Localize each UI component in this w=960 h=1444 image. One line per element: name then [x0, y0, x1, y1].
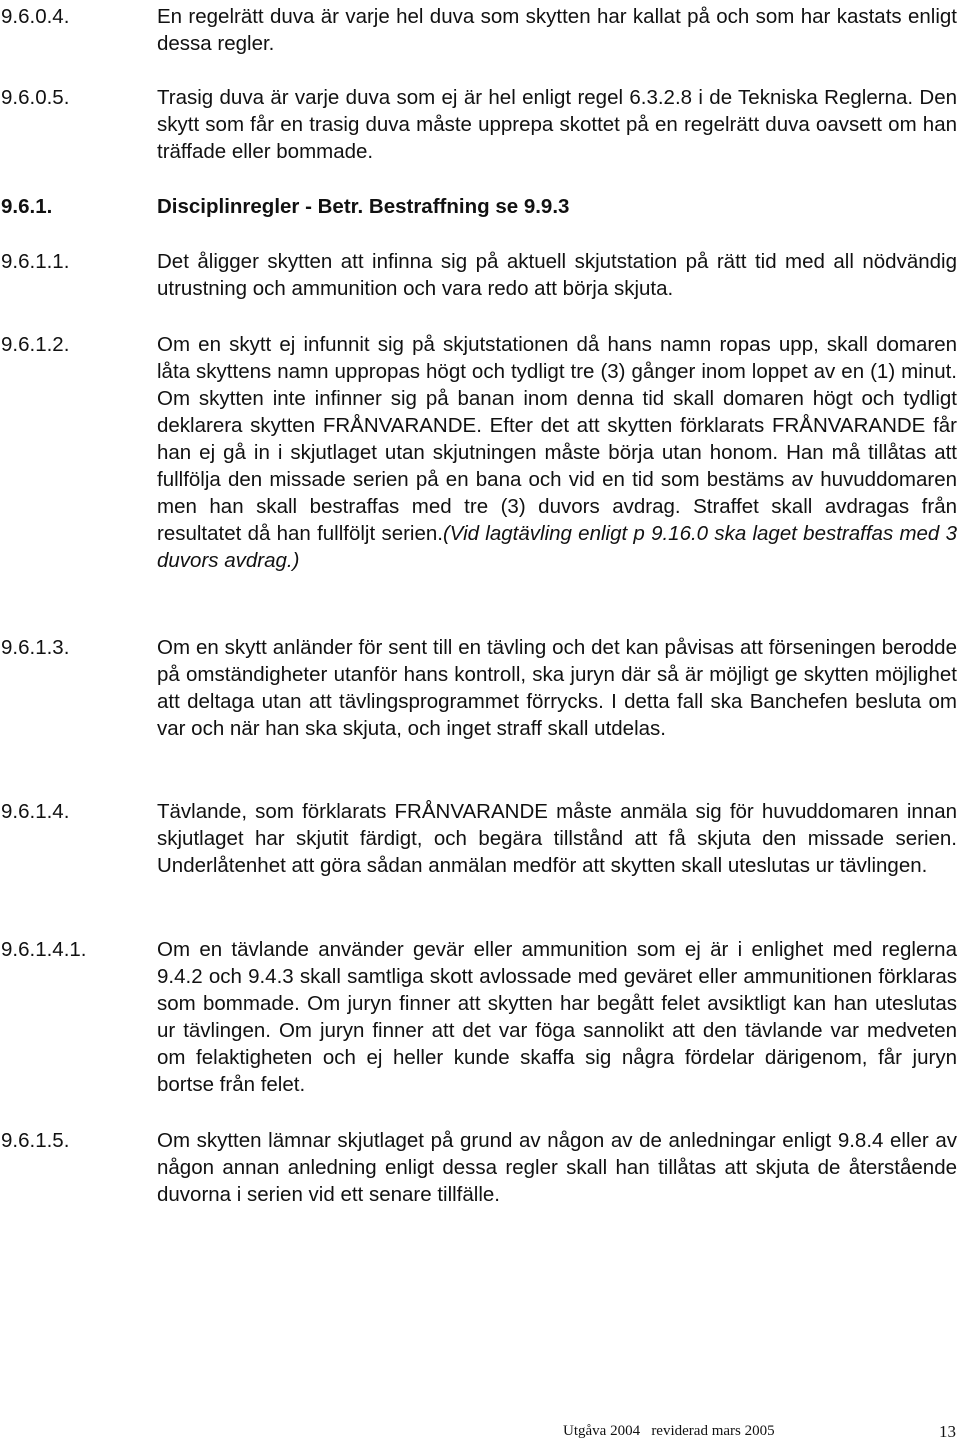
section-text	[157, 331, 957, 574]
section-text: Om skytten lämnar skjutlaget på grund av någon av de anledningar enligt 9.8.4 eller av någon annan anledning enligt dessa regler skall han tillåtas att skjuta de återstående duvorna i serien vid ett senare tillfälle.	[157, 1129, 957, 1206]
section-number: 9.6.0.5.	[1, 86, 70, 109]
section-text: Om en tävlande använder gevär eller ammunition som ej är i enlighet med reglerna 9.4.2 och 9.4.3 skall samtliga skott avlossade med geväret eller ammunitionen förklaras som bommade. Om juryn finner att skytten har begått felet avsiktligt kan han uteslutas ur tävlingen. Om juryn finner att det var föga sannolikt att den tävlande var medveten om felaktigheten och ej heller kunde skaffa sig några fördelar därigenom, får juryn bortse från felet.	[157, 938, 957, 1096]
section-number: 9.6.1.4.	[1, 800, 70, 823]
section-text: Om en skytt anländer för sent till en tävling och det kan påvisas att förseningen berodde på omständigheter utanför hans kontroll, ska juryn där så är möjligt ge skytten möjlighet att deltaga utan att tävlingsprogrammet förrycks. I detta fall ska Banchefen besluta om var och när han ska skjuta, och inget straff skall utdelas.	[157, 636, 957, 740]
page-number: 13	[939, 1422, 956, 1441]
section-number: 9.6.1.4.1.	[1, 938, 87, 961]
section-italic-note: (Vid lagtävling enligt p 9.16.0 ska laget bestraffas med 3 duvors avdrag.)	[157, 522, 957, 572]
section-number: 9.6.1.5.	[1, 1129, 70, 1152]
section-text: Tävlande, som förklarats FRÅNVARANDE måste anmäla sig för huvuddomaren innan skjutlaget har skjutit färdigt, och begära tillstånd att få skjuta den missade serien. Underlåtenhet att göra sådan anmälan medför att skytten skall uteslutas ur tävlingen.	[157, 800, 957, 877]
section-number: 9.6.1.	[1, 195, 53, 218]
section-number: 9.6.1.1.	[1, 250, 70, 273]
section-number: 9.6.0.4.	[1, 5, 70, 28]
section-body: Om en skytt ej infunnit sig på skjutstationen då hans namn ropas upp, skall domaren låta skyttens namn uppropas högt och tydligt tre (3) gånger inom loppet av en (1) minut. Om skytten inte infinner sig på banan inom denna tid skall domaren högt och tydligt deklarera skytten FRÅNVARANDE. Efter det att skytten förklarats FRÅNVARANDE får han ej gå in i skjutlaget utan skjutningen måste börja utan honom. Han må tillåtas att fullfölja den missade serien på en bana och vid en tid som bestäms av huvuddomaren men han skall bestraffas med tre (3) duvors avdrag. Straffet skall avdragas från resultatet då han fullföljt serien.	[157, 333, 957, 545]
section-number: 9.6.1.3.	[1, 636, 70, 659]
edition-note: Utgåva 2004 reviderad mars 2005	[563, 1423, 775, 1439]
section-number: 9.6.1.2.	[1, 333, 70, 356]
section-text: Det åligger skytten att infinna sig på aktuell skjutstation på rätt tid med all nödvändig utrustning och ammunition och vara redo att börja skjuta.	[157, 250, 957, 300]
section-text: Trasig duva är varje duva som ej är hel enligt regel 6.3.2.8 i de Tekniska Reglerna. Den skytt som får en trasig duva måste upprepa skottet på en regelrätt duva oavsett om han träffade eller bommade.	[157, 86, 957, 163]
section-heading: Disciplinregler - Betr. Bestraffning se 9.9.3	[157, 195, 570, 218]
section-text: En regelrätt duva är varje hel duva som skytten har kallat på och som har kastats enligt dessa regler.	[157, 5, 957, 55]
